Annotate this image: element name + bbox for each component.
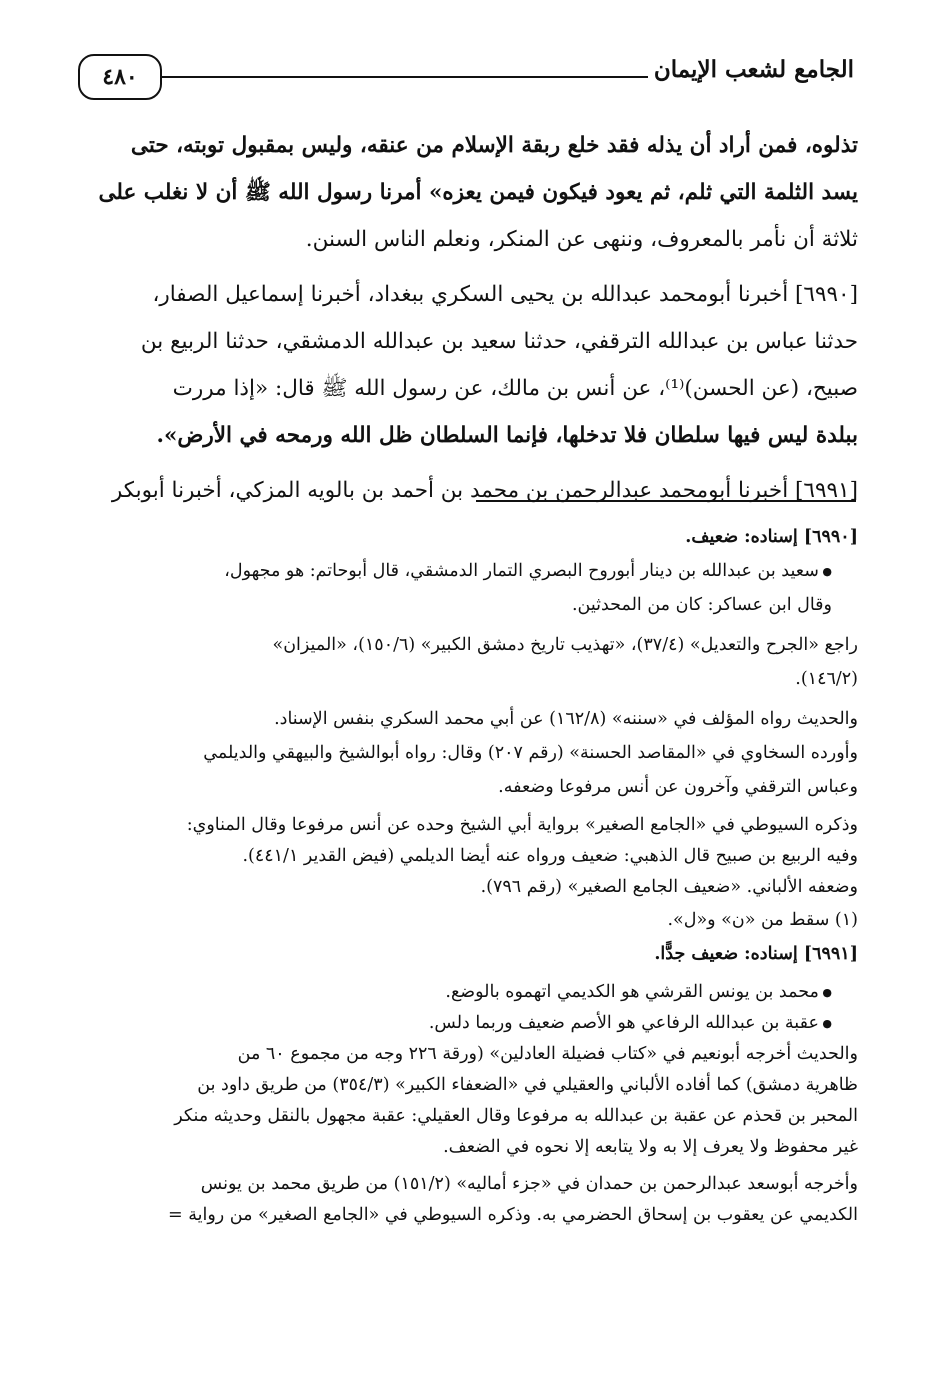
footnote-line: والحديث أخرجه أبونعيم في «كتاب فضيلة العادلين» (ورقة ٢٢٦ وجه من مجموع ٦٠ من (237, 1044, 858, 1064)
footnote-line: وضعفه الألباني. «ضعيف الجامع الصغير» (رقم ٧٩٦). (480, 877, 858, 897)
text-line: صبيح، (عن الحسن)⁽¹⁾، عن أنس بن مالك، عن رسول الله ﷺ قال: «إذا مررت (172, 376, 858, 401)
page-number: ٤٨٠ (78, 54, 162, 100)
header-rule (162, 76, 648, 78)
footnotes (78, 520, 858, 1231)
footnote-bullet: ● سعيد بن عبدالله بن دينار أبوروح البصري التمار الدمشقي، قال أبوحاتم: هو مجهول، (78, 554, 858, 588)
text-line: [٦٩٩٠] أخبرنا أبومحمد عبدالله بن يحيى السكري ببغداد، أخبرنا إسماعيل الصفار، (152, 282, 858, 307)
footnote-line: وذكره السيوطي في «الجامع الصغير» برواية أبي الشيخ وحده عن أنس مرفوعا وقال المناوي: (186, 815, 858, 835)
footnote-line: وقال ابن عساكر: كان من المحدثين. (571, 595, 832, 615)
footnote-line: الكديمي عن يعقوب بن إسحاق الحضرمي به. وذكره السيوطي في «الجامع الصغير» من رواية = (167, 1205, 858, 1225)
footnote-line: راجع «الجرح والتعديل» (٣٧/٤)، «تهذيب تاريخ دمشق الكبير» (١٥٠/٦)، «الميزان» (272, 635, 858, 655)
text-line: ثلاثة أن نأمر بالمعروف، وننهى عن المنكر، ونعلم الناس السنن. (305, 227, 858, 252)
footnote-line: ظاهرية دمشق) كما أفاده الألباني والعقيلي في «الضعفاء الكبير» (٣٥٤/٣) من طريق داود بن (197, 1075, 858, 1095)
footnote-line: وأورده السخاوي في «المقاصد الحسنة» (رقم ٢٠٧) وقال: رواه أبوالشيخ والبيهقي والديلمي (203, 743, 858, 763)
footnote-heading: [٦٩٩٠] إسناده: ضعيف. (685, 527, 858, 547)
footnote-line: (١٤٦/٢). (795, 669, 858, 689)
book-title: الجامع لشعب الإيمان (653, 56, 854, 83)
footnote-bullet: ● محمد بن يونس القرشي هو الكديمي اتهموه بالوضع. (78, 977, 858, 1008)
footnote-line: وعباس الترقفي وآخرون عن أنس مرفوعا وضعفه. (498, 777, 858, 797)
footnote-line: وأخرجه أبوسعد عبدالرحمن بن حمدان في «جزء أماليه» (١٥١/٢) من طريق محمد بن يونس (200, 1174, 858, 1194)
footnote-marker-text: (١) سقط من «ن» و«ل». (667, 910, 858, 930)
text-line: تذلوه، فمن أراد أن يذله فقد خلع ربقة الإسلام من عنقه، وليس بمقبول توبته، حتى (130, 133, 858, 158)
text-line: ببلدة ليس فيها سلطان فلا تدخلها، فإنما السلطان ظل الله ورمحه في الأرض». (156, 423, 858, 448)
footnote-heading: [٦٩٩١] إسناده: ضعيف جدًّا. (654, 944, 858, 964)
footnote-line: غير محفوظ ولا يعرف إلا به ولا يتابعه إلا نحوه في الضعف. (443, 1137, 858, 1157)
footnote-bullet: ● عقبة بن عبدالله الرفاعي هو الأصم ضعيف وربما دلس. (78, 1008, 858, 1039)
footnote-line: المحبر بن قحذم عن عقبة بن عبدالله به مرفوعا وقال العقيلي: عقبة مجهول بالنقل وحديثه منكر (174, 1106, 858, 1126)
text-line: حدثنا عباس بن عبدالله الترقفي، حدثنا سعيد بن عبدالله الدمشقي، حدثنا الربيع بن (140, 329, 858, 354)
footnote-line: وفيه الربيع بن صبيح قال الذهبي: ضعيف ورواه عنه أيضا الديلمي (فيض القدير ٤٤١/١). (242, 846, 858, 866)
main-text (78, 122, 858, 514)
text-line: يسد الثلمة التي ثلم، ثم يعود فيكون فيمن يعزه» أمرنا رسول الله ﷺ أن لا نغلب على (98, 180, 858, 205)
footnote-separator (476, 500, 856, 502)
footnote-line: والحديث رواه المؤلف في «سننه» (١٦٢/٨) عن أبي محمد السكري بنفس الإسناد. (274, 709, 858, 729)
text-line: [٦٩٩١] أخبرنا أبومحمد عبدالرحمن بن محمد بن أحمد بن بالويه المزكي، أخبرنا أبوبكر (111, 478, 858, 503)
page-header (78, 48, 858, 108)
